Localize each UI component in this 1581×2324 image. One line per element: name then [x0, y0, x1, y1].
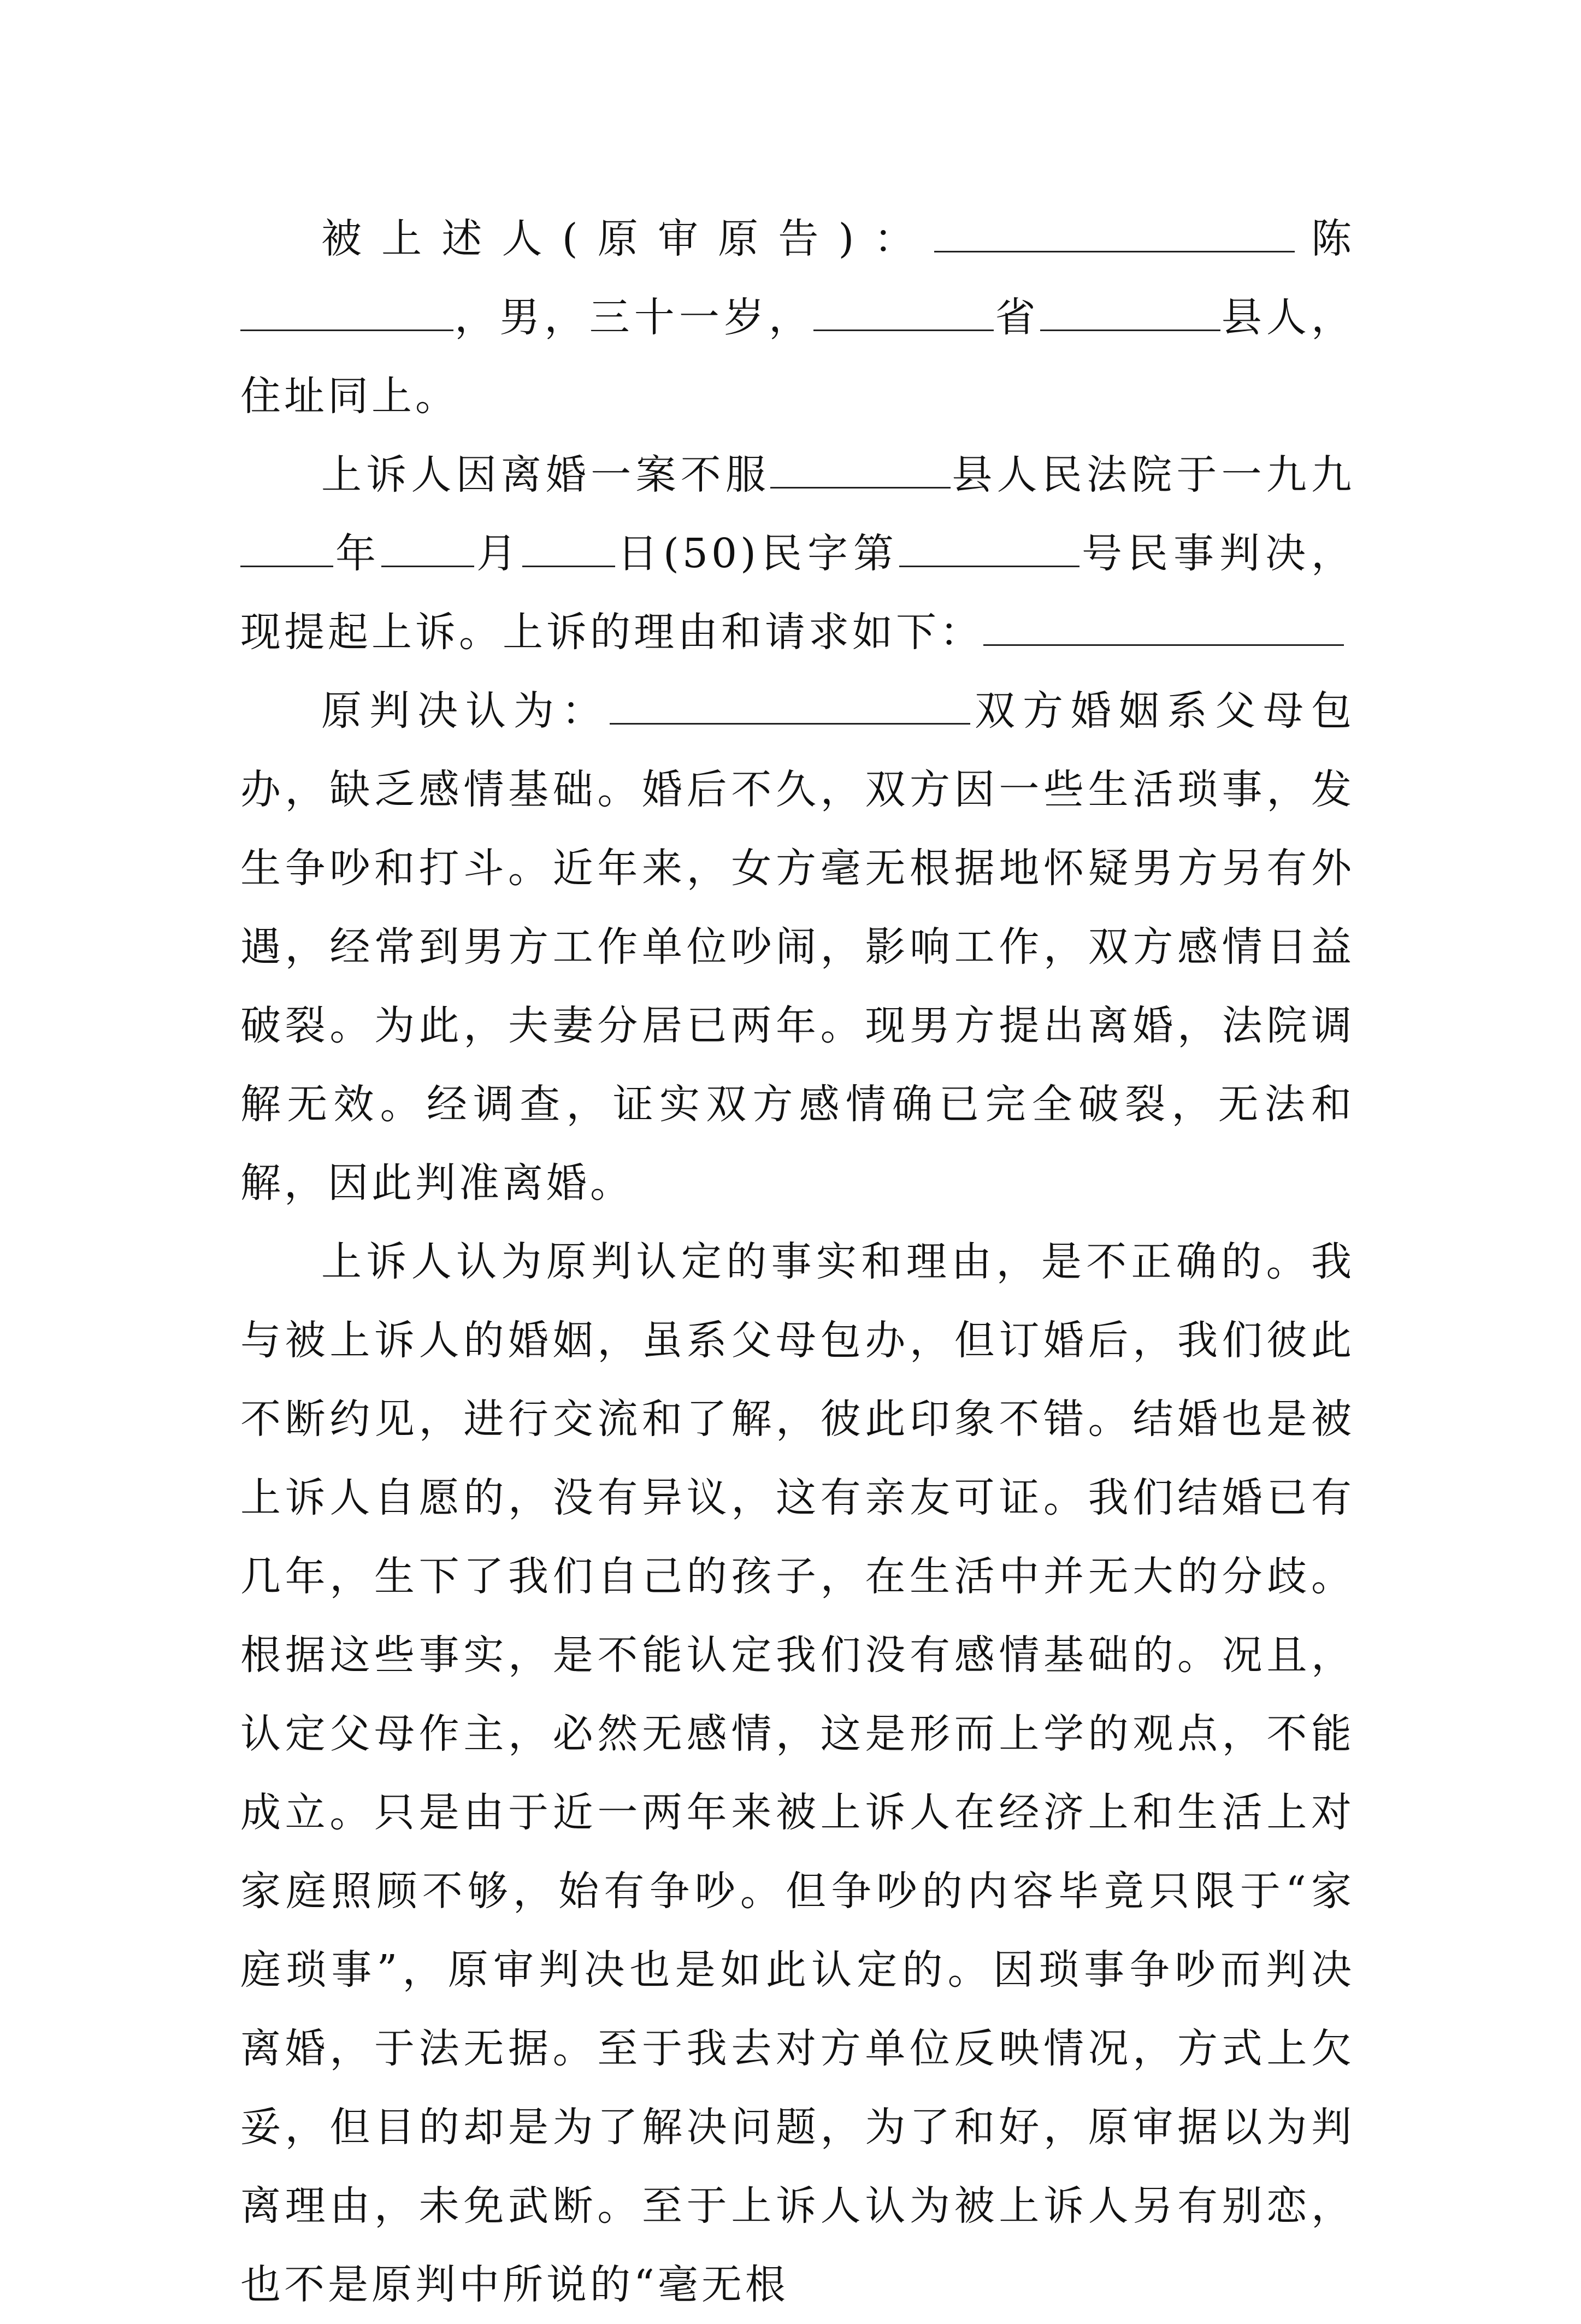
original-judgment-label: 原判决认为：: [321, 687, 610, 734]
province-label: 省: [994, 294, 1040, 341]
appellee-gender-age: ，男，三十一岁，: [453, 294, 814, 341]
appeal-request-text: 号民事判决，现提起上诉。上诉的理由和请求如下：: [240, 530, 1355, 656]
paragraph-original-judgment: [240, 672, 1355, 1222]
month-blank: [381, 533, 474, 567]
year-blank: [240, 533, 333, 567]
appellee-surname: 陈: [1294, 215, 1355, 262]
month-label: 月: [474, 530, 523, 577]
day-blank: [522, 533, 615, 567]
paragraph-appellant-argument: 上诉人认为原判认定的事实和理由，是不正确的。我与被上诉人的婚姻，虽系父母包办，但订婚后，我们彼此不断约见，进行交流和了解，彼此印象不错。结婚也是被上诉人自愿的，没有异议，这有亲友可证。我们结婚已有几年，生下了我们自己的孩子，在生活中并无大的分歧。根据这些事实，是不能认定我们没有感情基础的。况且，认定父母作主，必然无感情，这是形而上学的观点，不能成立。只是由于近一两年来被上诉人在经济上和生活上对家庭照顾不够，始有争吵。但争吵的内容毕竟只限于“家庭琐事”，原审判决也是如此认定的。因琐事争吵而判决离婚，于法无据。至于我去对方单位反映情况，方式上欠妥，但目的却是为了解决问题，为了和好，原审据以为判离理由，未免武断。至于上诉人认为被上诉人另有别恋，也不是原判中所说的“毫无根: [240, 1238, 1355, 2308]
court-text: 县人民法院于一九九: [951, 451, 1355, 498]
appellee-name-blank: [934, 218, 1295, 252]
appellee-given-name-blank: [240, 297, 453, 331]
case-number-label: 日(50)民字第: [615, 530, 899, 577]
judgment-number-blank: [899, 533, 1079, 567]
document-body: [240, 199, 1355, 2324]
paragraph-appellee-info: [240, 199, 1355, 436]
appellee-label: 被上述人(原审原告)：: [321, 215, 934, 262]
county-blank: [1040, 297, 1220, 331]
paragraph-appeal-intro: [240, 436, 1355, 672]
appeal-intro-text: 上诉人因离婚一案不服: [321, 451, 771, 498]
original-judgment-blank: [610, 690, 970, 725]
court-county-blank: [770, 454, 951, 489]
province-blank: [813, 297, 994, 331]
appeal-reason-blank: [983, 611, 1344, 646]
county-residence-text: 县人，住址同上。: [240, 294, 1355, 420]
original-judgment-text: 双方婚姻系父母包办，缺乏感情基础。婚后不久，双方因一些生活琐事，发生争吵和打斗。近年来，女方毫无根据地怀疑男方另有外遇，经常到男方工作单位吵闹，影响工作，双方感情日益破裂。为此，夫妻分居已两年。现男方提出离婚，法院调解无效。经调查，证实双方感情确已完全破裂，无法和解，因此判准离婚。: [240, 687, 1355, 1207]
year-label: 年: [333, 530, 382, 577]
